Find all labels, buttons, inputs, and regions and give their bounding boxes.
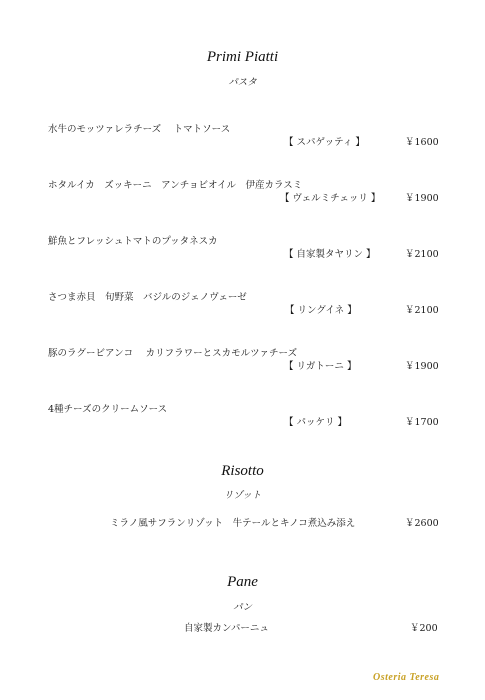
menu-item-name: ホタルイカ ズッキーニ アンチョビオイル 伊産カラスミ [48,180,303,191]
menu-item-pasta: 【 スパゲッティ 】 [284,137,365,148]
primi-title: Primi Piatti [206,49,279,65]
risotto-title: Risotto [221,463,264,479]
pane-item-price: ￥200 [410,623,438,634]
risotto-item-name: ミラノ風サフランリゾット 牛テールとキノコ煮込み添え [110,518,356,529]
menu-item-price: ￥1600 [405,137,439,148]
menu-item-name: 豚のラグービアンコ カリフラワーとスカモルツァチーズ [48,348,298,359]
menu-item-name: さつま赤貝 旬野菜 バジルのジェノヴェーゼ [48,292,247,303]
risotto-subtitle: リゾット [223,490,262,501]
menu-item-pasta: 【 ヴェルミチェッリ 】 [280,193,381,204]
risotto-item-price: ￥2600 [405,518,439,529]
menu-item-pasta: 【 パッケリ 】 [284,417,348,428]
menu-item-pasta: 【 自家製タヤリン 】 [284,249,376,260]
pane-subtitle: パン [232,602,252,613]
restaurant-logo: Osteria Teresa [373,672,440,683]
menu-item-name: 鮮魚とフレッシュトマトのプッタネスカ [48,236,218,247]
menu-item-name: 水牛のモッツァレラチーズ トマトソース [48,124,231,135]
pane-item-name: 自家製カンパーニュ [184,623,269,634]
menu-item-pasta: 【 リングイネ 】 [285,305,357,316]
menu-item-price: ￥1900 [405,193,439,204]
menu-item-pasta: 【 リガトーニ 】 [284,361,357,372]
menu-item-price: ￥2100 [405,249,439,260]
pane-title: Pane [227,574,258,590]
menu-item-price: ￥1900 [405,361,439,372]
menu-item-name: 4種チーズのクリームソース [48,404,168,415]
menu-item-price: ￥2100 [405,305,439,316]
menu-item-price: ￥1700 [405,417,439,428]
primi-subtitle: パスタ [228,77,257,88]
